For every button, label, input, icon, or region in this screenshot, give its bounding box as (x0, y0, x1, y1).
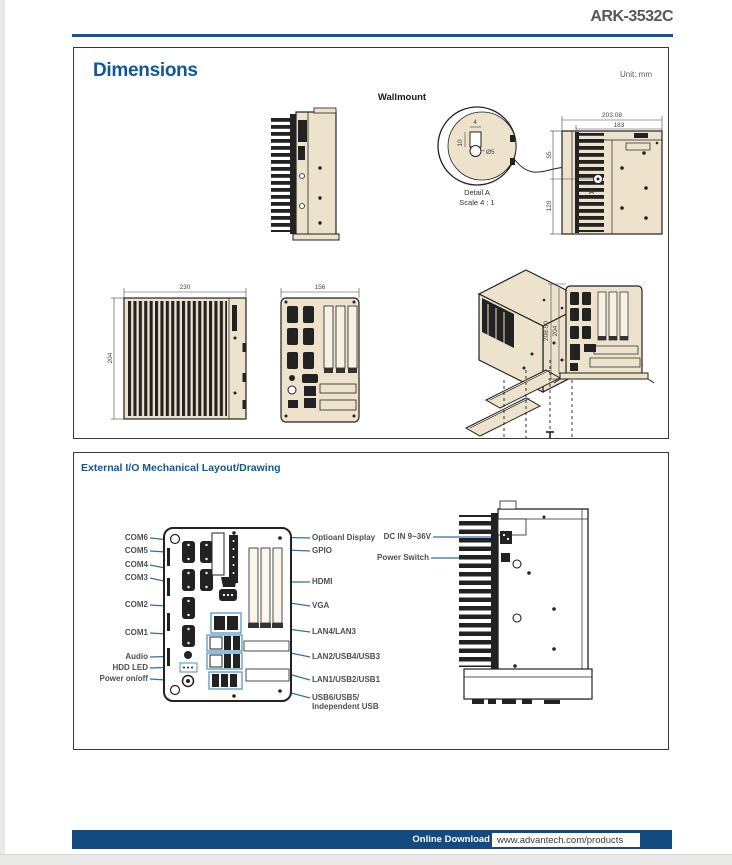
detail-label: Detail A (464, 188, 490, 197)
footer-bar (72, 830, 672, 849)
page-edge-bottom (0, 854, 732, 865)
rear-total-width: 203.08 (602, 112, 622, 119)
label-power-switch: Power Switch (376, 553, 429, 562)
label-optional-display: Optioanl Display (312, 533, 376, 542)
label-independent-usb: Independent USB (312, 702, 379, 711)
label-hdmi: HDMI (312, 577, 333, 586)
rear-view-drawing (546, 112, 662, 234)
label-lan2-usb4-usb3: LAN2/USB4/USB3 (312, 652, 381, 661)
label-com2: COM2 (124, 600, 148, 609)
front-view-drawing (107, 284, 247, 419)
label-com6: COM6 (124, 533, 148, 542)
label-vga: VGA (312, 601, 330, 610)
detail-dim-hole: Ø5 (486, 149, 495, 156)
rear-inner-width: 183 (613, 122, 625, 129)
label-hdd-led: HDD LED (112, 663, 148, 672)
label-power-onoff: Power on/off (99, 674, 148, 683)
header-rule (72, 34, 673, 37)
label-com1: COM1 (124, 628, 148, 637)
io-section (73, 452, 669, 750)
label-lan1-usb2-usb1: LAN1/USB2/USB1 (312, 675, 381, 684)
label-dc-in: DC IN 9~36V (383, 532, 431, 541)
detail-dim-height: 10 (457, 139, 464, 147)
io-panel-drawing (164, 528, 291, 701)
wallmount-caption: Wallmount (377, 92, 427, 103)
io-face-view-drawing (281, 284, 359, 422)
side-view-io-drawing (459, 501, 592, 704)
side-view-top-drawing (271, 108, 339, 240)
detail-dim-width: 4 (473, 119, 477, 126)
footer-url-box (492, 833, 640, 847)
label-com5: COM5 (124, 546, 148, 555)
detail-marker: A (589, 187, 595, 196)
front-width-dim: 230 (179, 284, 191, 291)
label-lan4-lan3: LAN4/LAN3 (312, 627, 357, 636)
label-audio: Audio (125, 652, 148, 661)
io-heading: External I/O Mechanical Layout/Drawing (81, 462, 281, 474)
label-gpio: GPIO (312, 546, 333, 555)
dimension-drawings (74, 48, 668, 438)
label-com4: COM4 (124, 560, 148, 569)
unit-label: Unit: mm (620, 70, 652, 79)
label-usb6-usb5: USB6/USB5/ (312, 693, 360, 702)
page-title: ARK-3532C (590, 8, 673, 25)
label-com3: COM3 (124, 573, 148, 582)
dimensions-heading: Dimensions (93, 60, 198, 81)
rear-lower-dim: 120 (546, 200, 553, 212)
footer-url: www.advantech.com/products (497, 834, 624, 846)
rear-upper-dim: 55 (546, 151, 553, 159)
page-edge-left (0, 0, 5, 864)
right-view-total-height: 208.50 (543, 321, 550, 341)
detail-scale: Scale 4 : 1 (459, 198, 495, 207)
dimensions-section (73, 47, 669, 439)
front-height-dim: 204 (107, 352, 114, 364)
online-download-label: Online Download (412, 834, 490, 845)
side-width-dim: 156 (314, 284, 326, 291)
right-view-inner-height: 204 (552, 325, 559, 337)
